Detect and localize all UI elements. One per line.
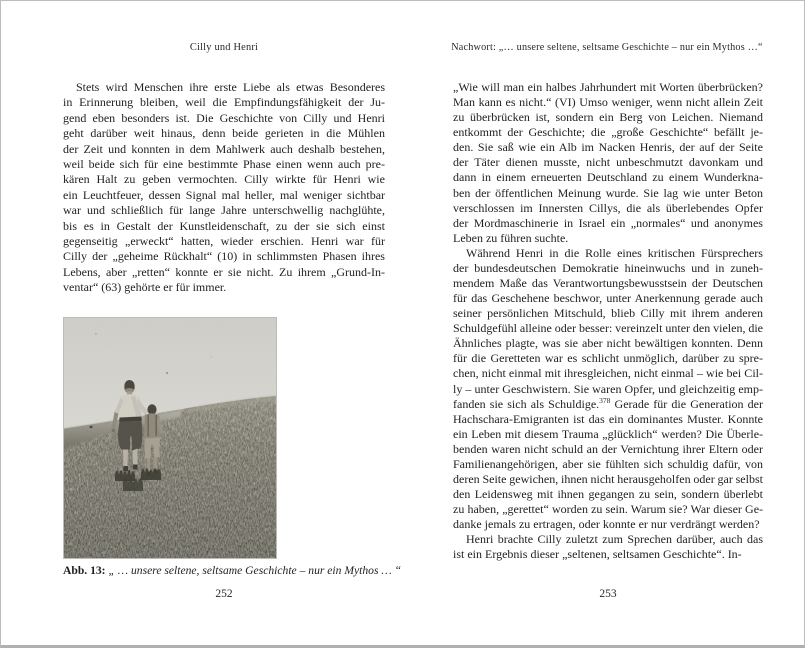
figure-caption: [63, 564, 402, 577]
text-line: dann in einem erneuerten Deutschland zu einem Wunderkna-: [453, 170, 763, 185]
right-running-head: Nachwort: „… unsere seltene, seltsame Geschichte – nur ein Mythos …“: [451, 42, 763, 53]
right-body-text: [453, 80, 763, 563]
text-line: weil beide sich für eine bestimmte Phase einen wenn auch pre-: [63, 156, 385, 171]
text-line: ein Leben mit diesem Trauma „glücklich“ werden? Die Überle-: [453, 426, 764, 441]
text-line: ly – unter Geschwistern. Sie waren Opfer, und gleichzeitig emp-: [453, 381, 763, 396]
footnote-reference: 378: [599, 395, 611, 405]
text-line: in Erinnerung bleiben, weil die Empfindungsfähigkeit der Ju-: [63, 95, 385, 110]
text-line: mendem Maße das Verantwortungsbewusstsein der Deutschen: [453, 276, 764, 291]
text-line: deren Seite gewichen, ihnen nicht herausgeholfen oder gar selbst: [453, 472, 763, 487]
text-line: bis es in Gestalt der Kunstleidenschaft, zu der sie sich einst: [63, 218, 385, 233]
text-line: ben der öffentlichen Meinung wurde. Sie lag wie unter Beton: [453, 185, 764, 200]
text-line: verschlossen im Innersten Cillys, die als überlebendes Opfer: [453, 200, 763, 215]
text-line: gegenseitig „erweckt“ hatten, wieder erschien. Henri war für: [63, 233, 385, 248]
text-line: ist ein Ergebnis dieser „seltenen, seltsamen Geschichte“. In-: [453, 547, 742, 562]
text-line: entkommt der Geschichte; die „große Geschichte“ befällt je-: [453, 125, 763, 140]
text-line: benden waren nicht schuld an der Vernichtung ihrer Eltern oder: [453, 441, 763, 456]
text-line: der Zeit und konnten in dem Mahlwerk auch deshalb bestehen,: [63, 141, 385, 156]
text-line: Familienangehörigen, aber sie fühlten sich schuldig dafür, von: [453, 456, 763, 471]
paragraph: [453, 532, 763, 562]
text-line: chen, nicht einmal mit ihresgleichen, nicht einmal – wie bei Cil-: [453, 366, 763, 381]
text-line: Stets wird Menschen ihre erste Liebe als etwas Besonderes: [76, 80, 386, 94]
text-line: Schuldgefühl alleine oder besser: vereinzelt unter den vielen, die: [453, 321, 764, 336]
text-line: ventar“ (63) gehörte er für immer.: [63, 280, 227, 295]
right-page-number: 253: [599, 588, 617, 600]
paragraph: [453, 80, 763, 246]
figure-caption-text: „ … unsere seltene, seltsame Geschichte – nur ein Mythos … “: [108, 564, 402, 577]
text-line: der Täter dienen musste, nicht unbeschmutzt davonkam und: [453, 155, 763, 170]
text-line: den Leidensweg mit ihnen gegangen zu sein, sondern überlebt: [453, 487, 763, 502]
text-line: danke jemals zu ertragen, oder konnte er nur verdrängt werden?: [453, 517, 760, 532]
text-line: Während Henri in die Rolle eines kritischen Fürsprechers: [466, 245, 763, 260]
text-line: Ähnliches plagte, was sie aber nicht bewältigen konnten. Denn: [453, 336, 763, 351]
text-line: zu haben, „gerettet“ worden zu sein. Warum sie? War dieser Ge-: [453, 502, 764, 517]
text-line: den. Sie saß wie ein Alb im Nacken Henris, der auf der Seite: [453, 140, 763, 155]
text-line: Man kann es nicht.“ (VI) Umso weniger, wenn nicht allein Zeit: [453, 95, 763, 110]
text-line: der bundesdeutschen Demokratie hineinwuchs und in zuneh-: [453, 260, 763, 275]
left-page-number: 252: [215, 588, 233, 600]
text-line: Lebens, aber „retten“ konnte er sie nicht. Zu ihrem „Grund-In-: [63, 264, 386, 279]
paragraph: [63, 80, 385, 295]
text-line: für die Geretteten war es schlicht unmöglich, darüber zu spre-: [453, 351, 763, 366]
text-line: geht darüber weit hinaus, denn beide gerieten in die Mühlen: [63, 126, 385, 141]
text-line: „Wie will man ein halbes Jahrhundert mit Worten überbrücken?: [453, 80, 763, 94]
text-line: ein Leuchtfeuer, dessen Signal mal heller, mal weniger sichtbar: [63, 187, 386, 202]
left-body-text: [63, 80, 385, 295]
text-line: fanden sie sich als Schuldige.$^{378}$ Gerade für die Generation der: [453, 395, 763, 411]
paragraph: [453, 246, 763, 532]
text-line: Cilly der „geheime Rückhalt“ (10) in schlimmsten Phasen ihres: [63, 249, 385, 264]
text-line: zu überbrücken ist, sondern ein Berg von Leichen. Niemand: [453, 110, 763, 125]
text-line: der Mordmaschinerie in Israel ein „normales“ und anonymes: [453, 215, 763, 230]
text-line: Hachschara-Emigranten ist das ein dominantes Muster. Konnte: [453, 411, 763, 426]
text-line: gend eben besonders ist. Die Geschichte von Cilly und Henri: [63, 110, 385, 125]
text-line: seiner persönlichen Mitschuld, blieb Cilly mit ihrem anderen: [453, 306, 763, 321]
text-line: Henri brachte Cilly zuletzt zum Sprechen darüber, auch das: [466, 532, 764, 547]
figure-caption-label: Abb. 13:: [63, 564, 106, 577]
photo-figure-image: [63, 317, 277, 559]
text-line: Leben zu führen suchte.: [453, 230, 569, 245]
text-line: kären Halt zu geben vermochten. Cilly wirkte für Henri wie: [63, 172, 385, 187]
text-line: für das Geschehene beschwor, unter Anerkennung gerade auch: [453, 291, 764, 306]
left-running-head: Cilly und Henri: [189, 42, 259, 53]
text-line: war und schließlich für lange Jahre unterschwellig nachglühte,: [63, 203, 385, 218]
